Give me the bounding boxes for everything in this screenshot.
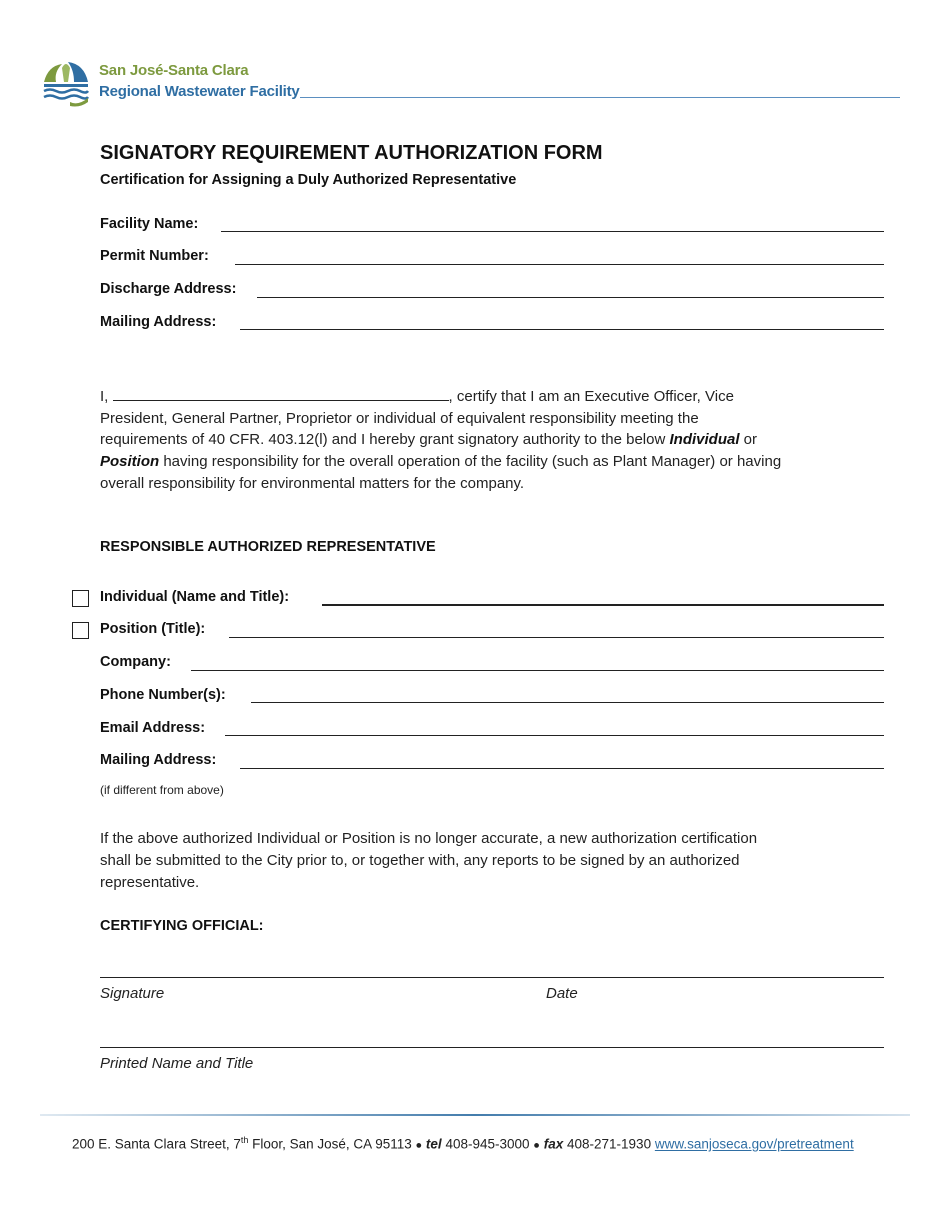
representative-heading: RESPONSIBLE AUTHORIZED REPRESENTATIVE bbox=[100, 539, 436, 555]
bullet-icon: ● bbox=[533, 1139, 540, 1152]
footer-contact bbox=[72, 1135, 854, 1152]
org-name-line2: Regional Wastewater Facility bbox=[99, 83, 300, 100]
signature-field[interactable] bbox=[100, 977, 884, 978]
certification-line-3 bbox=[100, 429, 757, 451]
certifier-name-field[interactable] bbox=[113, 386, 449, 401]
individual-checkbox[interactable] bbox=[72, 590, 89, 607]
email-field[interactable] bbox=[225, 735, 884, 736]
tel-number: 408-945-3000 bbox=[445, 1136, 530, 1152]
form-title: SIGNATORY REQUIREMENT AUTHORIZATION FORM bbox=[100, 142, 603, 164]
individual-field[interactable] bbox=[322, 604, 884, 606]
printed-name-field[interactable] bbox=[100, 1047, 884, 1048]
certification-line-1 bbox=[100, 386, 734, 408]
footer-divider bbox=[40, 1114, 910, 1116]
signature-label: Signature bbox=[100, 985, 165, 1002]
discharge-address-label: Discharge Address: bbox=[100, 281, 237, 297]
certification-line-2: President, General Partner, Proprietor or individual of equivalent responsibility meeting the bbox=[100, 410, 699, 427]
position-label: Position (Title): bbox=[100, 621, 206, 637]
printed-name-label: Printed Name and Title bbox=[100, 1055, 254, 1072]
tel-label: tel bbox=[425, 1136, 442, 1152]
position-emphasis: Position bbox=[100, 453, 160, 470]
certification-line1-text: , certify that I am an Executive Officer, Vice bbox=[448, 388, 734, 405]
individual-emphasis: Individual bbox=[669, 431, 740, 448]
certification-prefix: I, bbox=[100, 388, 109, 405]
wastewater-facility-logo-icon bbox=[40, 56, 92, 108]
facility-name-label: Facility Name: bbox=[100, 216, 199, 232]
rep-mailing-address-field[interactable] bbox=[240, 768, 884, 769]
rep-mailing-address-label: Mailing Address: bbox=[100, 752, 217, 768]
footer-address-sup: th bbox=[240, 1135, 249, 1145]
certification-line3-end: or bbox=[739, 431, 758, 448]
footer-address-b: Floor, San José, CA 95113 bbox=[248, 1136, 412, 1152]
notice-line-2: shall be submitted to the City prior to, or together with, any reports to be signed by an authorized bbox=[100, 852, 740, 869]
mailing-address-label: Mailing Address: bbox=[100, 314, 217, 330]
mailing-address-note: (if different from above) bbox=[100, 783, 224, 797]
bullet-icon: ● bbox=[415, 1139, 423, 1152]
certification-line-4 bbox=[100, 451, 781, 473]
certification-line4-text: having responsibility for the overall operation of the facility (such as Plant Manager) or having bbox=[159, 453, 782, 470]
permit-number-label: Permit Number: bbox=[100, 248, 209, 264]
individual-label: Individual (Name and Title): bbox=[100, 589, 290, 605]
date-label: Date bbox=[546, 985, 578, 1002]
permit-number-field[interactable] bbox=[235, 264, 884, 265]
company-field[interactable] bbox=[191, 670, 884, 671]
header-divider bbox=[300, 97, 900, 98]
email-label: Email Address: bbox=[100, 720, 206, 736]
certification-line-5: overall responsibility for environmental matters for the company. bbox=[100, 475, 525, 492]
certification-line3-text: requirements of 40 CFR. 403.12(l) and I hereby grant signatory authority to the below bbox=[100, 431, 670, 448]
facility-name-field[interactable] bbox=[221, 231, 884, 232]
company-label: Company: bbox=[100, 654, 171, 670]
org-name-line1: San José-Santa Clara bbox=[99, 62, 249, 79]
discharge-address-field[interactable] bbox=[257, 297, 884, 298]
phone-label: Phone Number(s): bbox=[100, 687, 226, 703]
notice-line-1: If the above authorized Individual or Position is no longer accurate, a new authorization certification bbox=[100, 830, 758, 847]
pretreatment-link[interactable]: www.sanjoseca.gov/pretreatment bbox=[654, 1136, 854, 1152]
certifying-official-heading: CERTIFYING OFFICIAL: bbox=[100, 918, 264, 934]
form-subtitle: Certification for Assigning a Duly Authorized Representative bbox=[100, 172, 517, 188]
fax-number: 408-271-1930 bbox=[567, 1136, 652, 1152]
footer-address-a: 200 E. Santa Clara Street, 7 bbox=[72, 1136, 241, 1152]
position-checkbox[interactable] bbox=[72, 622, 89, 639]
position-field[interactable] bbox=[229, 637, 884, 638]
mailing-address-field[interactable] bbox=[240, 329, 884, 330]
fax-label: fax bbox=[543, 1136, 564, 1152]
notice-line-3: representative. bbox=[100, 874, 200, 891]
phone-field[interactable] bbox=[251, 702, 884, 703]
